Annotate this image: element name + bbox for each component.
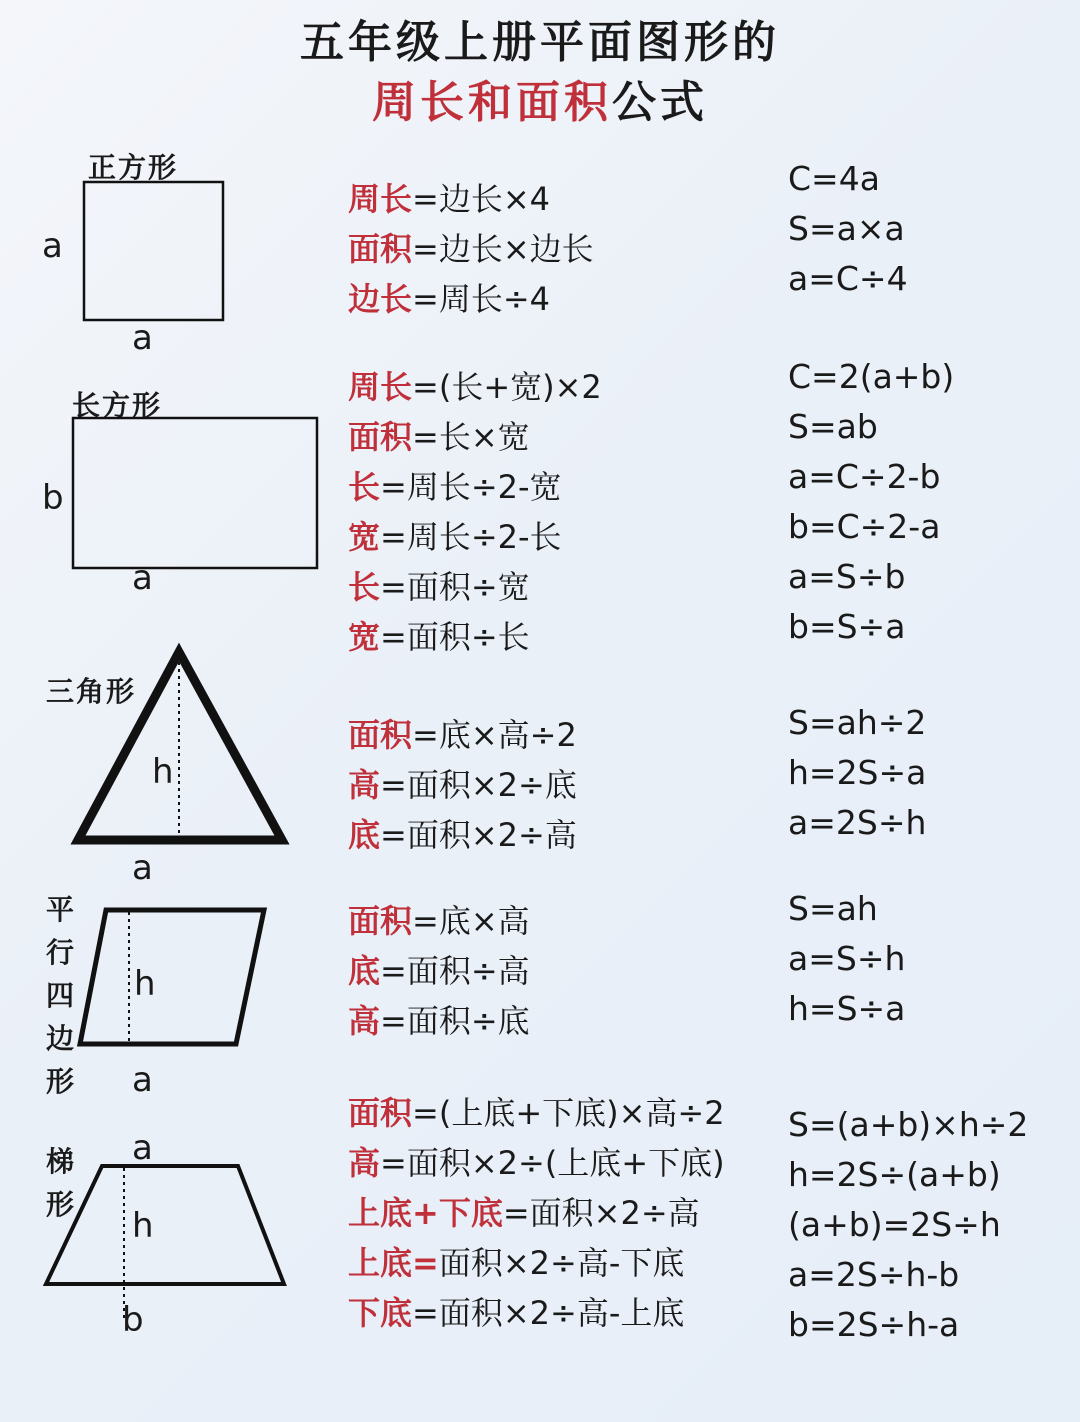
letter-formula: a=2S÷h-b [788,1255,960,1294]
square-base-label: a [132,318,153,358]
parallelogram-base-label: a [132,1060,153,1100]
letter-formula: a=C÷4 [788,259,908,298]
letter-formula: C=2(a+b) [788,357,955,396]
formula-row: 下底=面积×2÷高-上底 [348,1294,685,1332]
rectangle-base-label: a [132,558,153,598]
name-char: 边 [45,1022,74,1055]
rectangle-name: 长方形 [72,389,163,422]
letter-formula: a=S÷b [788,557,906,596]
letter-formula: S=ah÷2 [788,703,927,742]
letter-formula: b=C÷2-a [788,507,941,546]
formula-row: 面积=(上底+下底)×高÷2 [348,1094,725,1132]
name-char: 梯 [45,1145,74,1178]
letter-formula: b=2S÷h-a [788,1305,960,1344]
letter-formula: a=C÷2-b [788,457,941,496]
letter-formula: S=a×a [788,209,905,248]
page-title-rest: 公式 [612,77,708,128]
letter-formula: C=4a [788,159,880,198]
formula-row: 边长=周长÷4 [348,280,551,318]
page-title-line2 [0,66,1080,130]
letter-formula: b=S÷a [788,607,906,646]
triangle-formulas [348,710,577,860]
trapezoid-diagram [0,0,1,1]
name-char: 行 [45,936,74,969]
rectangle-formulas [348,362,602,662]
formula-row: 面积=底×高÷2 [348,716,577,754]
page-title-highlight: 周长和面积 [372,77,612,128]
square-letter-formulas [788,154,908,304]
formula-row: 宽=面积÷长 [348,618,530,656]
formula-row: 高=面积×2÷底 [348,766,577,804]
parallelogram-formulas [348,896,530,1046]
letter-formula: a=2S÷h [788,803,927,842]
triangle-base-label: a [132,848,153,888]
formula-row: 周长=边长×4 [348,180,551,218]
letter-formula: S=ab [788,407,878,446]
letter-formula: a=S÷h [788,939,906,978]
name-char: 形 [45,1188,74,1221]
trapezoid-height-label: h [132,1206,154,1246]
trapezoid-bottom-label: b [122,1300,144,1340]
square-side-label: a [42,226,63,266]
name-char: 平 [45,893,74,926]
trapezoid-top-label: a [132,1128,153,1168]
formula-row: 长=面积÷宽 [348,568,530,606]
name-char: 形 [45,1065,74,1098]
formula-row: 高=面积÷底 [348,1002,530,1040]
formula-row: 面积=边长×边长 [348,230,594,268]
letter-formula: h=2S÷a [788,753,927,792]
page-title-line1: 五年级上册平面图形的 [300,17,780,68]
square-formulas [348,174,594,324]
letter-formula: h=S÷a [788,989,906,1028]
letter-formula: S=(a+b)×h÷2 [788,1105,1029,1144]
triangle-letter-formulas [788,698,926,848]
formula-row: 长=周长÷2-宽 [348,468,562,506]
trapezoid-letter-formulas [788,1100,1028,1350]
formula-row: 底=面积×2÷高 [348,816,577,854]
formula-row: 宽=周长÷2-长 [348,518,562,556]
formula-row: 上底=面积×2÷高-下底 [348,1244,685,1282]
square-name: 正方形 [88,151,179,184]
trapezoid-name [42,1140,78,1226]
formula-row: 底=面积÷高 [348,952,530,990]
formula-row: 面积=底×高 [348,902,530,940]
rectangle-letter-formulas [788,352,954,652]
formula-row: 高=面积×2÷(上底+下底) [348,1144,725,1182]
trapezoid-formulas [348,1088,725,1338]
name-char: 四 [45,979,74,1012]
parallelogram-height-label: h [134,964,156,1004]
formula-row: 面积=长×宽 [348,418,530,456]
triangle-name: 三角形 [46,675,137,708]
parallelogram-letter-formulas [788,884,905,1034]
formula-row: 上底+下底=面积×2÷高 [348,1194,700,1232]
letter-formula: h=2S÷(a+b) [788,1155,1001,1194]
letter-formula: (a+b)=2S÷h [788,1205,1001,1244]
parallelogram-name [42,888,78,1103]
formula-row: 周长=(长+宽)×2 [348,368,602,406]
rectangle-side-label: b [42,478,64,518]
letter-formula: S=ah [788,889,878,928]
triangle-height-label: h [152,752,174,792]
